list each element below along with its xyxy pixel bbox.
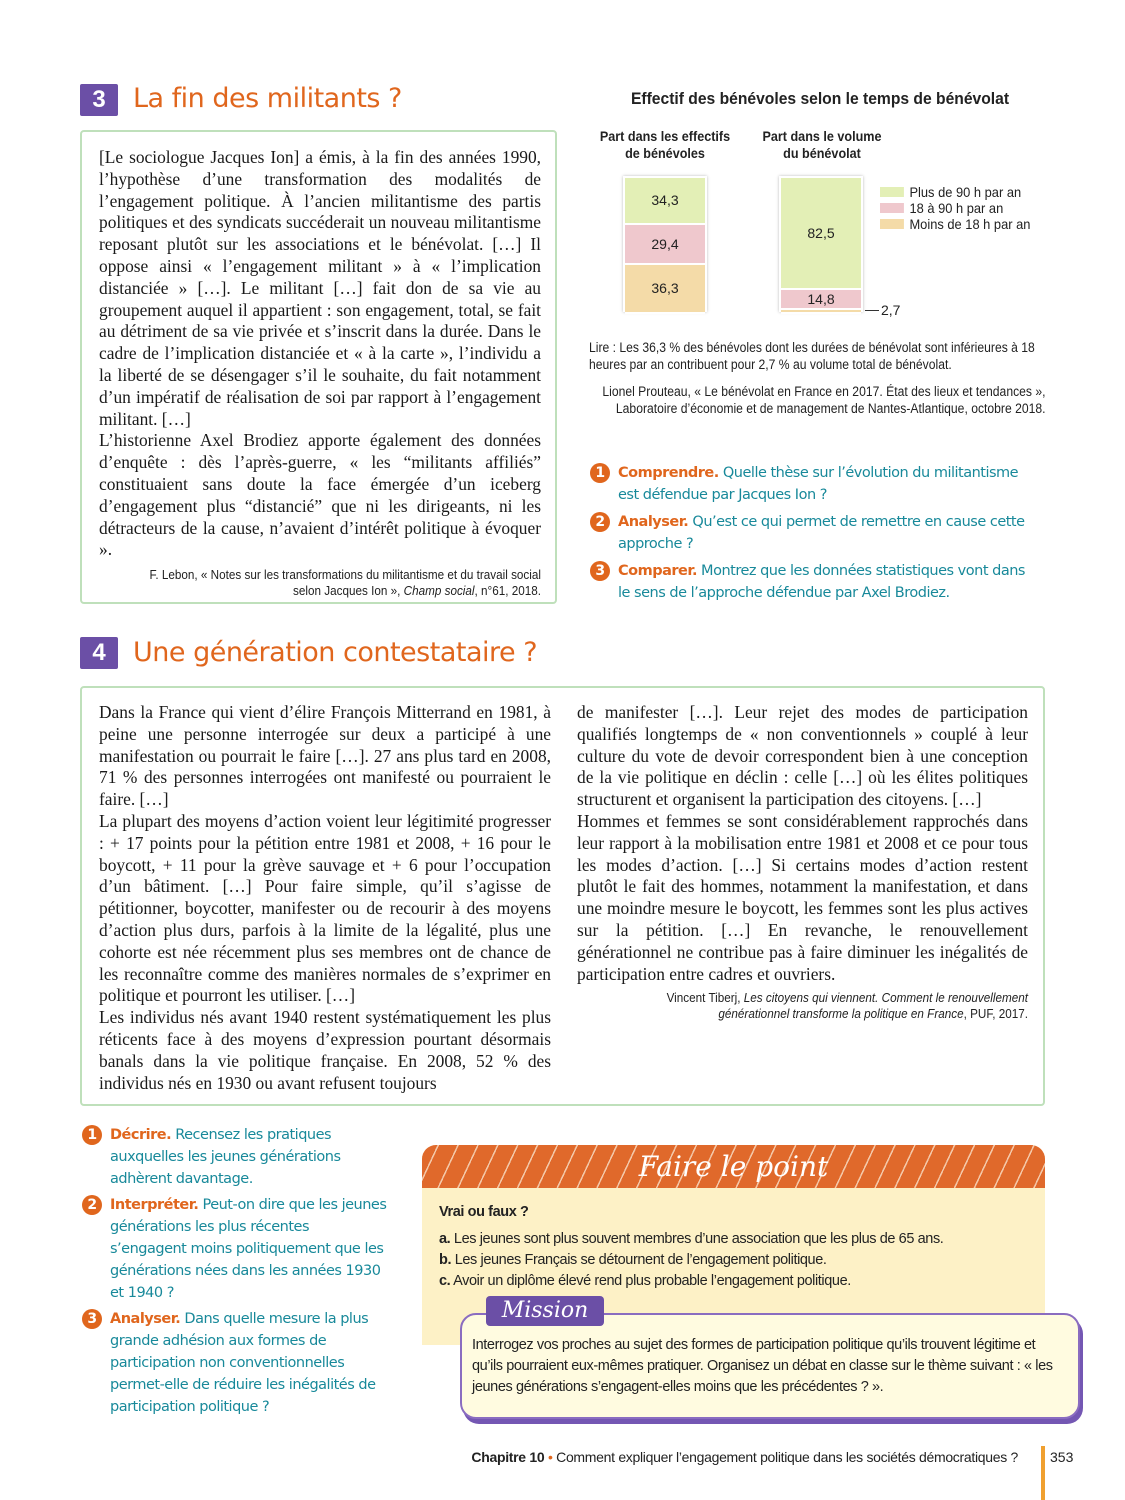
chart-category-label: Part dans le volume du bénévolat xyxy=(762,128,882,161)
chart-bar-segment: 29,4 xyxy=(625,225,705,265)
document-paragraph: Les individus nés avant 1940 restent systématiquement les plus réticents face à des moyens d’expression pourtant désormais banals dans la vie politique française. En 2008, 52 % des individus nés en 1930 ou avant refusent toujours xyxy=(99,1007,551,1093)
chart-bar xyxy=(623,176,707,312)
questions-doc4 xyxy=(82,1124,387,1418)
document-paragraph: Hommes et femmes se sont considérablement rapprochés dans leur rapport à la mobilisation entre 1981 et 2008 et ce pour tous les modes d’action. […] Si certains modes d’action restent plutôt le fait des hommes, notamment la manifestation, et dans une moindre mesure le boycott, les femmes sont les plus actives sur la pétition. […] En revanche, le renouvellement générationnel ne contribue pas à faire diminuer les inégalités de participation entre cadres et ouvriers. xyxy=(577,810,1028,984)
question-item: 1 Comprendre. Quelle thèse sur l’évolution du militantisme est défendue par Jacques Ion ? xyxy=(590,462,1040,506)
chart-bar xyxy=(779,176,901,319)
chart-bar-segment: 36,3 xyxy=(625,265,705,314)
mission-text: Interrogez vos proches au sujet des formes de participation politique qu’ils trouvent légitime et qu’ils pourraient eux-mêmes pratiquer. Organisez un débat en classe sur le thème suivant : « les jeunes générations s’engagent-elles moins que les précédentes ? ». xyxy=(472,1337,1053,1395)
document-number-badge: 4 xyxy=(80,637,118,669)
faire-le-point-subtitle: Vrai ou faux ? xyxy=(439,1204,529,1220)
footer-chapter: Chapitre 10 • Comment expliquer l’engagement politique dans les sociétés démocratiques ? xyxy=(471,1449,1018,1465)
question-item: 3 Comparer. Montrez que les données statistiques vont dans le sens de l’approche défendue par Axel Brodiez. xyxy=(590,560,1040,604)
page-number: 353 xyxy=(1050,1449,1074,1465)
document-text-box xyxy=(80,130,557,604)
chart-bar-segment: 34,3 xyxy=(625,178,705,225)
document-paragraph: L’historienne Axel Brodiez apporte également des données d’enquête : dès l’après-guerre, « les “militants affiliés” constituaient sans doute la face émergée d’un iceberg d’engagement plus “distancié” que ni les dirigeants, ni les détracteurs de la cause, n’avaient d’intérêt politique à évoquer ». xyxy=(99,430,541,560)
question-item: 2 Analyser. Qu’est ce qui permet de remettre en cause cette approche ? xyxy=(590,511,1040,555)
faire-le-point-title: Faire le point xyxy=(422,1145,1045,1188)
chart-title: Effectif des bénévoles selon le temps de bénévolat xyxy=(630,89,1010,108)
question-item: 1 Décrire. Recensez les pratiques auxquelles les jeunes générations adhèrent davantage. xyxy=(82,1124,387,1190)
question-item: 3 Analyser. Dans quelle mesure la plus grande adhésion aux formes de participation non conventionnelles permet-elle de réduire les inégalités de participation politique ? xyxy=(82,1308,387,1418)
chart-bar-segment: 82,5 xyxy=(781,178,861,290)
mission-box xyxy=(460,1313,1080,1419)
chart-note: Lire : Les 36,3 % des bénévoles dont les durées de bénévolat sont inférieures à 18 heures par an contribuent pour 2,7 % au volume total de bénévolat. xyxy=(589,340,1035,372)
true-false-item: c. Avoir un diplôme élevé rend plus probable l’engagement politique. xyxy=(439,1273,851,1289)
chart-bar-segment: 14,8 xyxy=(781,290,861,310)
document-source: Vincent Tiberj, Les citoyens qui viennent. Comment le renouvellement générationnel transforme la politique en France, PUF, 2017. xyxy=(666,990,1028,1022)
document-title: Une génération contestataire ? xyxy=(133,637,538,668)
legend-swatch xyxy=(880,219,904,229)
document-paragraph: La plupart des moyens d’action voient leur légitimité progresser : + 17 points pour la pétition entre 1981 et 2008, + 16 pour le boycott, + 11 pour la grève sauvage et + 6 pour l’occupation d’un bâtiment. […] Pour faire simple, qu’il s’agisse de pétitionner, boycotter, manifester ou de recourir à des moyens d’action plus durs, parfois à la limite de la légalité, plus une cohorte est née récemment plus ses membres ont de chance de les reconnaître comme des manières normales de s’exprimer en politique et pourront les utiliser. […] xyxy=(99,810,551,1006)
document-title: La fin des militants ? xyxy=(133,83,402,114)
legend-swatch xyxy=(880,187,904,197)
question-item: 2 Interpréter. Peut-on dire que les jeunes générations les plus récentes s’engagent moins politiquement que les générations nées dans les années 1930 et 1940 ? xyxy=(82,1194,387,1304)
mission-title: Mission xyxy=(486,1296,604,1326)
chart-bar-segment xyxy=(781,302,901,319)
legend-item: Plus de 90 h par an xyxy=(880,184,1030,200)
chart-legend xyxy=(880,184,1044,232)
document-paragraph: Dans la France qui vient d’élire François Mitterrand en 1981, à peine une personne interrogée sur deux a participé à une manifestation ou pourrait le faire […]. 27 ans plus tard en 2008, 71 % des personnes interrogées ont manifesté ou pourraient le faire. […] xyxy=(99,702,551,810)
document-paragraph: [Le sociologue Jacques Ion] a émis, à la fin des années 1990, l’hypothèse d’une transformation des modalités de l’engagement politique. À l’ancien militantisme des partis politiques et des syndicats succéderait un nouveau militantisme reposant plutôt sur les associations et le bénévolat. […] Il oppose ainsi « l’engagement militant » à « l’implication distanciée » […]. Le militant […] fait don de sa vie au groupement auquel il appartient : son engagement, total, se fait au détriment de sa vie privée et s’inscrit dans la durée. Dans le cadre de l’implication distanciée et « à la carte », l’individu a la liberté de se désengager s’il le souhaite, du fait notamment d’un impératif de réalisation de soi par rapport à l’engagement militant. […] xyxy=(99,147,541,429)
chart-source: Lionel Prouteau, « Le bénévolat en France en 2017. État des lieux et tendances », Laboratoire d’économie et de management de Nantes-Atlantique, octobre 2018. xyxy=(602,384,1046,416)
questions-doc3 xyxy=(590,462,1040,604)
document-paragraph: de manifester […]. Leur rejet des modes de participation qualifiés longtemps de « non conventionnels » couplé à leur culture du vote de devoir correspondent bien à une conception de la vie politique en déclin : celle […] où les élites politiques structurent et organisent la participation des citoyens. […] xyxy=(577,702,1028,810)
legend-item: Moins de 18 h par an xyxy=(880,216,1030,232)
document-source: F. Lebon, « Notes sur les transformations du militantisme et du travail social selon Jacques Ion », Champ social, n°61, 2018. xyxy=(149,567,541,599)
legend-item: 18 à 90 h par an xyxy=(880,200,1030,216)
true-false-item: a. Les jeunes sont plus souvent membres d’une association que les plus de 65 ans. xyxy=(439,1231,944,1247)
legend-swatch xyxy=(880,203,904,213)
chart-category-label: Part dans les effectifs de bénévoles xyxy=(599,128,731,161)
document-number-badge: 3 xyxy=(80,84,118,116)
footer-divider xyxy=(1041,1446,1045,1500)
chart-data-label: 2,7 xyxy=(881,302,901,319)
document-text-box xyxy=(80,686,1045,1106)
true-false-item: b. Les jeunes Français se détournent de l’engagement politique. xyxy=(439,1252,827,1268)
